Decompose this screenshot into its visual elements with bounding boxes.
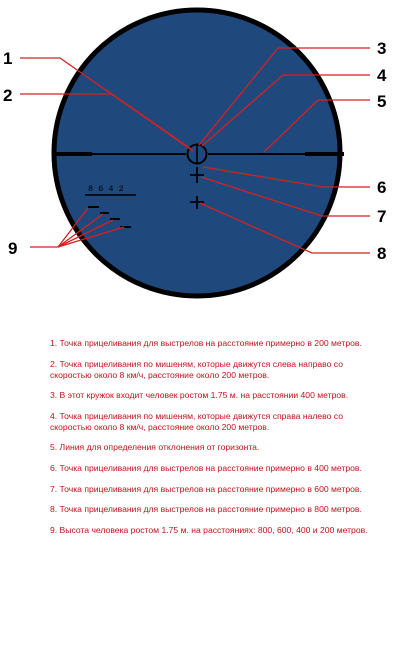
callout-4: 4 [377, 66, 387, 85]
legend-item-2: 2. Точка прицеливания по мишеням, которые движутся слева направо со скоростью около 8 км/ч, расстояние около 200 метров. [50, 358, 343, 380]
callout-9: 9 [8, 239, 18, 258]
legend-item-7: 7. Точка прицеливания для выстрелов на расстояние примерно в 600 метров. [50, 483, 362, 494]
callout-7: 7 [377, 207, 387, 226]
legend-list [50, 338, 380, 545]
legend-item-3: 3. В этот кружок входит человек ростом 1.75 м. на расстоянии 400 метров. [50, 390, 349, 401]
callout-3: 3 [377, 39, 387, 58]
stadia-scale-numbers: 8 6 4 2 [88, 184, 124, 194]
callout-1: 1 [3, 49, 13, 68]
callout-8: 8 [377, 244, 387, 263]
scope-reticle-diagram [0, 0, 400, 320]
legend-item-9: 9. Высота человека ростом 1.75 м. на расстояниях: 800, 600, 400 и 200 метров. [50, 524, 368, 535]
callout-5: 5 [377, 92, 387, 111]
legend-item-6: 6. Точка прицеливания для выстрелов на расстояние примерно в 400 метров. [50, 462, 362, 473]
legend-item-8: 8. Точка прицеливания для выстрелов на расстояние примерно в 800 метров. [50, 504, 362, 515]
legend-item-4: 4. Точка прицеливания по мишеням, которые движутся справа налево со скоростью около 8 км/ч, расстояние около 200 метров. [50, 410, 343, 432]
callout-6: 6 [377, 178, 387, 197]
legend-item-5: 5. Линия для определения отклонения от горизонта. [50, 442, 260, 453]
legend-item-1: 1. Точка прицеливания для выстрелов на расстояние примерно в 200 метров. [50, 338, 362, 348]
callout-2: 2 [3, 86, 13, 105]
